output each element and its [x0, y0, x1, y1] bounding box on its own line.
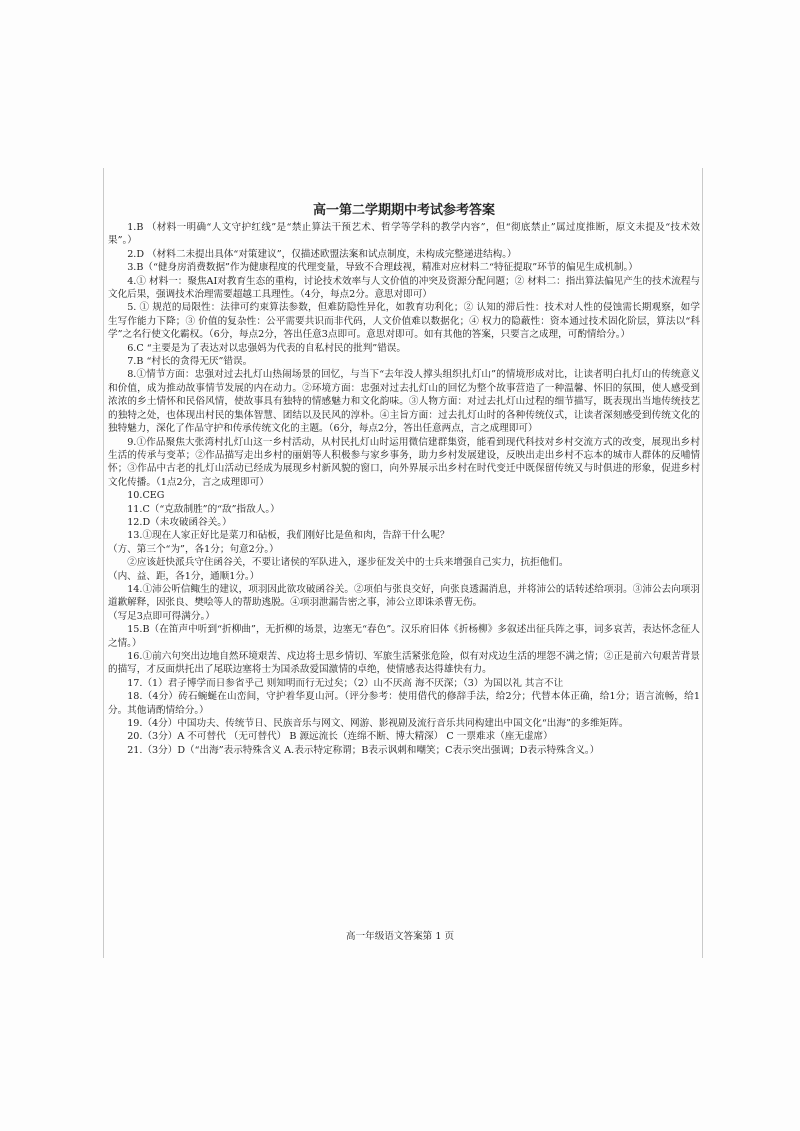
page-footer: 高一年级语文答案第 1 页 — [345, 931, 455, 942]
answer-paragraph: ②应该赶快派兵守住函谷关，不要让诸侯的军队进入，逐步征发关中的士兵来增强自己实力，抗拒他们。 — [127, 557, 569, 569]
answer-paragraph: 9.①作品聚焦大张湾村扎灯山这一乡村活动，从村民扎灯山时运用微信建群集资，能看到现代科技对乡村交流方式的改变，展现出乡村生活的传承与变革；②作品描写走出乡村的丽娟等人积极参与家乡事务，助力乡村发展建设，反映出走出乡村不忘本的城市人群体的反哺情怀；③作品中古老的扎灯山活动已经成为展现乡村新风貌的窗口，向外界展示出乡村在时代变迁中既保留传统又与时俱进的形象，促进乡村文化传播。（1点2分，言之成理即可） — [108, 436, 700, 488]
answer-paragraph: 21.（3分）D（“出海”表示特殊含义 A.表示特定称谓；B表示讽刺和嘲笑；C表示突出强调；D表示特殊含义。） — [127, 744, 600, 756]
answer-paragraph: 14.①沛公听信鲰生的建议，项羽因此欲攻破函谷关。②项伯与张良交好，向张良透漏消息，并将沛公的话转述给项羽。③沛公去向项羽道歉解释，因张良、樊哙等人的帮助逃脱。④项羽泄漏告密之事，沛公立即诛杀曹无伤。 — [108, 583, 700, 609]
document-title: 高一第二学期期中考试参考答案 — [312, 203, 495, 218]
document-body — [108, 203, 700, 757]
right-margin-line — [702, 168, 703, 958]
answer-paragraph: 5. ① 规范的局限性：法律可约束算法参数，但难防隐性异化，如教育功利化；② 认知的滞后性：技术对人性的侵蚀需长期观察，如学生写作能力下降；③ 价值的复杂性：公平需要共识而非代码，人文价值难以数据化；④ 权力的隐蔽性：资本通过技术固化阶层，算法以“科学”之名行使文化霸权。（6分，每点2分，答出任意3点即可。意思对即可。如有其他的答案，只要言之成理，可酌情给分。） — [108, 302, 700, 341]
answer-paragraph: （方、第三个“为”，各1分；句意2分。） — [108, 543, 279, 555]
answer-paragraph: （内、益、距，各1分，通顺1分。） — [108, 570, 260, 582]
answer-paragraph: 2.D （材料二未提出具体“对策建议”，仅描述欧盟法案和试点制度，未构成完整递进结构。） — [127, 248, 517, 260]
answer-paragraph: 4.① 材料一：聚焦AI对教育生态的重构，讨论技术效率与人文价值的冲突及资源分配问题；② 材料二：指出算法偏见产生的技术流程与文化后果，强调技术治理需要超越工具理性。（4分，每点2分。意思对即可） — [108, 275, 701, 301]
answer-paragraph: 10.CEG — [127, 490, 165, 502]
answer-paragraph: 16.①前六句突出边地自然环境艰苦、戍边将士思乡情切、军旅生活紧张危险，似有对戍边生活的埋怨不满之情；②正是前六句艰苦背景的描写，才反面烘托出了尾联边塞将士为国杀敌爱国激情的卓绝，使情感表达得雄快有力。 — [108, 651, 700, 676]
answer-paragraph: 15.B（在笛声中听到“折柳曲”，无折柳的场景，边塞无“春色”。汉乐府旧体《折杨柳》多叙述出征兵阵之事，词多哀苦，表达怀念征人之情。） — [108, 624, 700, 649]
answer-paragraph: 18.（4分）砖石蜿蜒在山峦间，守护着华夏山河。（评分参考：使用借代的修辞手法，给2分；代替本体正确，给1分；语言流畅，给1分。其他请酌情给分。） — [108, 691, 700, 716]
answer-paragraph: 20.（3分）A 不可替代 （无可替代） B 源远流长（连绵不断、博大精深） C 一票难求（座无虚席） — [127, 731, 553, 743]
answer-paragraph: 6.C “主要是为了表达对以忠强妈为代表的自私村民的批判”错误。 — [127, 342, 406, 354]
answer-paragraph: 17.（1）君子博学而日参省乎己 则知明而行无过矣；（2）山不厌高 海不厌深；（3）为国以礼 其言不让 — [127, 677, 564, 689]
left-margin-line — [103, 168, 104, 958]
answer-paragraph: 3.B（“健身房消费数据”作为健康程度的代理变量，导致不合理歧视，精准对应材料二“特征提取”环节的偏见生成机制。） — [127, 262, 638, 274]
answer-paragraph: 1.B （材料一明确“人文守护红线”是“禁止算法干预艺术、哲学等学科的教学内容”，但“彻底禁止”属过度推断，原文未提及“技术效果”。） — [108, 222, 700, 247]
answer-paragraph: 11.C（“克敌制胜”的“敌”指敌人。） — [127, 503, 280, 515]
answer-paragraph: 12.D（未攻破函谷关。） — [127, 516, 232, 528]
answer-list — [108, 221, 700, 757]
answer-paragraph: 8.①情节方面：忠强对过去扎灯山热闹场景的回忆，与当下“去年没人撑头组织扎灯山”的情境形成对比，让读者明白扎灯山的传统意义和价值，成为推动故事情节发展的内在动力。②环境方面：忠强对过去扎灯山的回忆为整个故事营造了一种温馨、怀旧的氛围，使人感受到浓浓的乡土情怀和民俗风情，使故事具有独特的情感魅力和文化韵味。③人物方面：对过去扎灯山过程的细节描写，既表现出当地传统技艺的独特之处，也体现出村民的集体智慧、团结以及民风的淳朴。④主旨方面：过去扎灯山时的各种传统仪式，让读者深刻感受到传统文化的独特魅力，深化了作品守护和传承传统文化的主题。（6分，每点2分，答出任意两点，言之成理即可） — [108, 369, 700, 435]
answer-paragraph: 19.（4分）中国功夫、传统节日、民族音乐与网文、网游、影视剧及流行音乐共同构建出中国文化“出海”的多维矩阵。 — [127, 718, 629, 730]
answer-paragraph: 7.B “村长的贪得无厌”错误。 — [127, 356, 253, 368]
answer-paragraph: 13.①现在人家正好比是菜刀和砧板，我们刚好比是鱼和肉，告辞干什么呢？ — [127, 530, 450, 542]
answer-paragraph: （写足3点即可得满分。） — [108, 610, 215, 622]
